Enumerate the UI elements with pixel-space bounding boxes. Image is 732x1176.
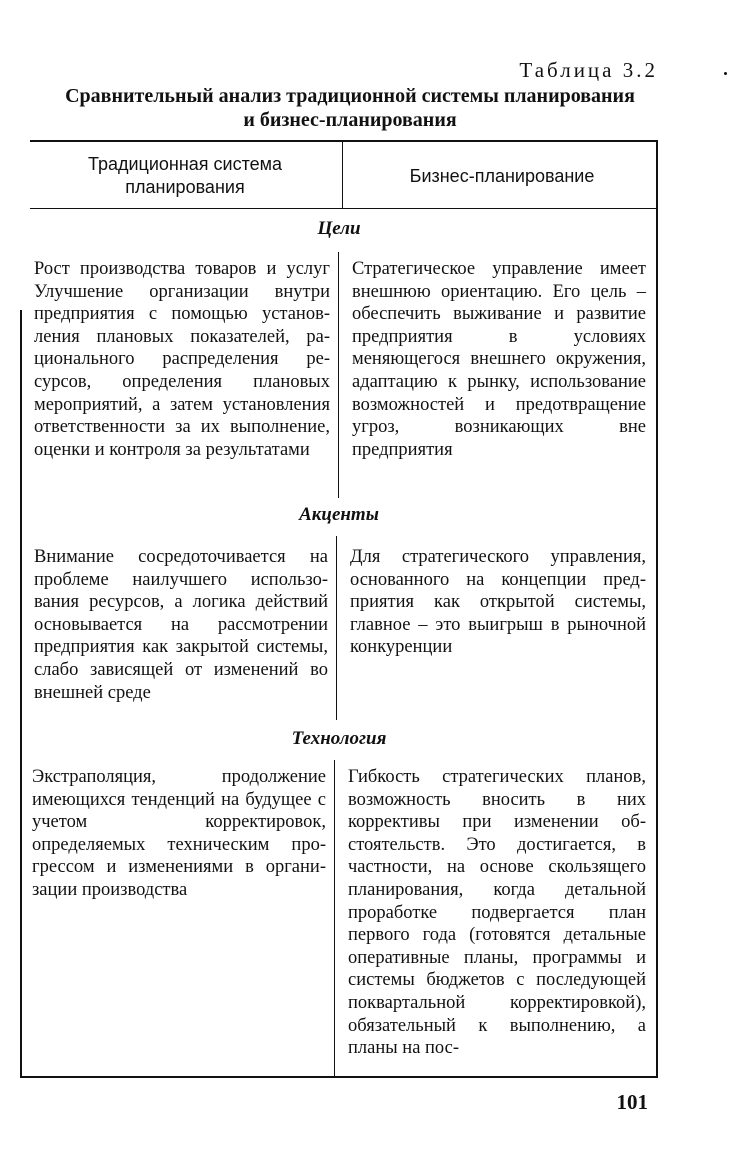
- goals-business-text: Стратегическое управление имеет внешнюю ориентацию. Его цель – обеспечить выживание и развитие предприятия в условиях меняющегося внешнего окружения, адаптацию к рынку, использование возможностей и предотвращение угроз, возникающих вне предприятия: [352, 259, 646, 460]
- section-title-technology: Технология: [291, 728, 387, 749]
- title-line-1: Сравнительный анализ традиционной системы планирования: [65, 85, 635, 107]
- column-divider-header: [342, 140, 343, 208]
- table-label: Таблица 3.2: [519, 58, 658, 82]
- section-title-goals: Цели: [317, 218, 361, 239]
- header-separator: [30, 208, 658, 209]
- column-divider-technology: [334, 760, 335, 1078]
- comparison-table: [20, 140, 658, 1078]
- table-title: [30, 84, 670, 132]
- column-divider-accents: [336, 536, 337, 720]
- table-bottom-border: [20, 1076, 658, 1078]
- column-divider-goals: [338, 252, 339, 498]
- table-left-border: [20, 310, 22, 1078]
- technology-business-text: Гибкость стратегических планов, возможность вносить в них коррективы при изменении обстоятельств. Это достигается, в частности, на основе скользящего планирования, когда детальной проработке подвергается план первого года (готовятся детальные оперативные планы, программы и системы бюджетов с последующей поквартальной корректировкой), обязательный к выполнению, а планы на пос-: [348, 767, 646, 1059]
- accents-business-text: Для стратегического управления, основанного на концепции предприятия как открытой системы, главное – это выигрыш в рыночной конкуренции: [350, 547, 646, 658]
- header-traditional-planning: Традиционная система планирования: [87, 154, 283, 197]
- page-number: 101: [616, 1090, 648, 1114]
- accents-traditional-text: Внимание сосредоточивается на проблеме наилучшего использования ресурсов, а логика действий основывается на рассмотрении предприятия как закрытой системы, слабо зависящей от изменений во внешней среде: [34, 547, 328, 703]
- scan-speck: [724, 72, 727, 75]
- table-right-border: [656, 140, 658, 1078]
- header-business-planning: Бизнес-планирование: [409, 165, 595, 186]
- technology-traditional-text: Экстраполяция, продолжение имеющихся тенденций на будущее с учетом корректировок, определяемых техническим прогрессом и изменениями в организации производства: [32, 767, 326, 900]
- title-line-2: и бизнес-планирования: [243, 109, 457, 131]
- goals-traditional-text: Рост производства товаров и услуг Улучшение организации внутри предприятия с помощью установления плановых показателей, рационального распределения ресурсов, определения плановых мероприятий, а затем установления ответственности за их выполнение, оценки и контроля за результатами: [34, 259, 330, 460]
- table-top-border: [30, 140, 658, 142]
- section-title-accents: Акценты: [299, 504, 379, 525]
